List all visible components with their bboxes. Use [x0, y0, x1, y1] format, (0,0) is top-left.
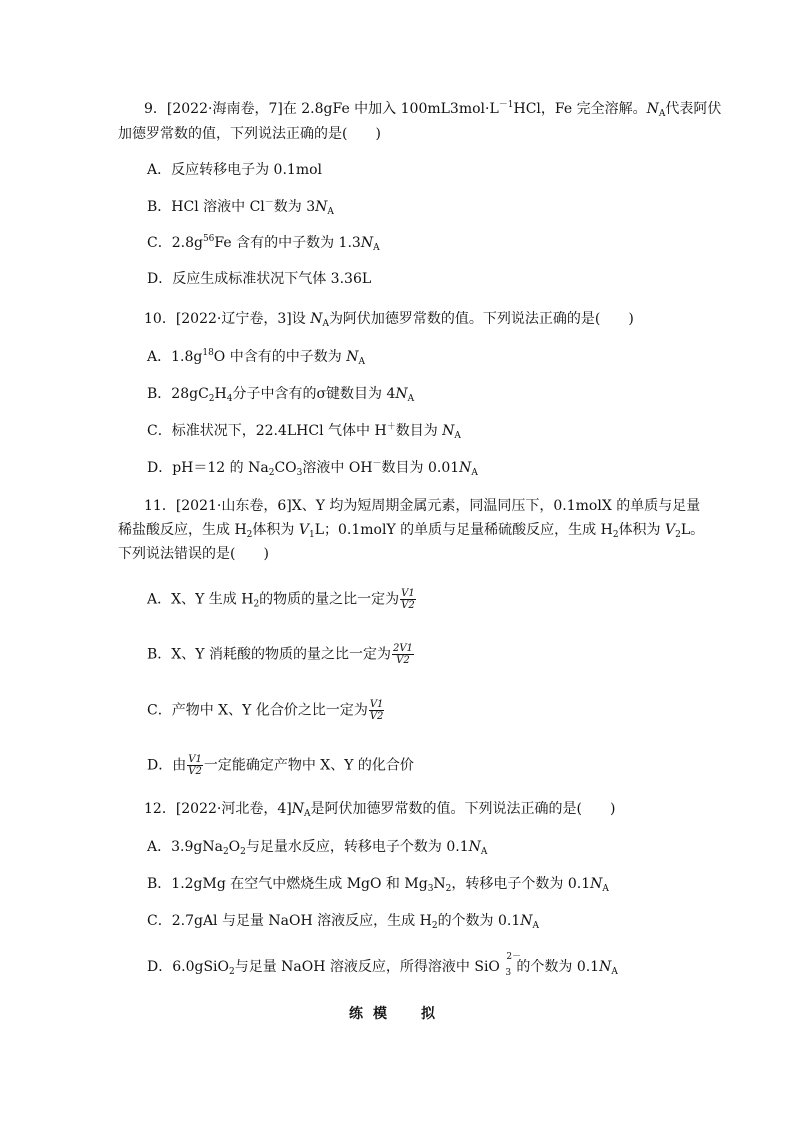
q11-option-c: C．产物中 X、Y 化合价之比一定为 $\frac{V1}{V2}$	[147, 699, 384, 722]
q9-option-a: A．反应转移电子为 0.1mol	[147, 162, 323, 178]
q11-option-b: B．X、Y 消耗酸的物质的量之比一定为 $\frac{2V1}{V2}$	[147, 643, 413, 666]
q12-option-c: C．2.7gAl 与足量 NaOH 溶液反应，生成 $H_2$的个数为 $0.1N_A$	[147, 913, 540, 931]
q11-option-a: A．X、Y 生成 $H_2$的物质的量之比一定为 $\frac{V1}{V2}$	[147, 588, 415, 611]
fraction: $\frac{V1}{V2}$	[188, 754, 202, 777]
q10-option-c: C．标准状况下，22.4LHCl 气体中 H＋数目为 $N_A$	[147, 422, 461, 441]
q12-option-b: B．1.2gMg 在空气中燃烧生成 MgO 和 $Mg_3N_2$，转移电子个数为 $0.1N_A$	[147, 876, 609, 894]
q9-stem-line2: 加德罗常数的值，下列说法正确的是( )	[118, 126, 381, 142]
q9-stem-line1: 9．[2022·海南卷，7]在 2.8gFe 中加入 $100mL3mol\cdot L^{-1}HCl$，Fe 完全溶解。$N_A$代表阿伏	[144, 100, 722, 119]
q11-stem-line3: 下列说法错误的是( )	[118, 546, 269, 562]
q10-option-b: B．$28gC_2H_4$分子中含有的σ键数目为 $4N_A$	[147, 386, 415, 404]
q12-option-a: A．$3.9gNa_2O_2$与足量水反应，转移电子个数为 $0.1N_A$	[147, 839, 488, 857]
fraction: $\frac{V1}{V2}$	[401, 588, 415, 611]
section-footer-title: 练模 拟	[349, 1006, 445, 1022]
fraction: $\frac{2V1}{V2}$	[392, 643, 413, 666]
q11-stem-line2: 稀盐酸反应，生成 $H_2$体积为 $V_1L$；0.1molY 的单质与足量稀硫酸反应，生成 $H_2$体积为 $V_2L$。	[118, 522, 705, 540]
q10-stem: 10．[2022·辽宁卷，3]设 $N_A$为阿伏加德罗常数的值。下列说法正确的是( )	[144, 311, 634, 329]
q12-option-d: D．6.0gSiO$_2$与足量 NaOH 溶液反应，所得溶液中 SiO 2－ 3 的个数为 $0.1N_A$	[147, 952, 618, 978]
q9-option-c: C．$2.8g^{56}Fe$ 含有的中子数为 $1.3N_A$	[147, 234, 380, 253]
q11-option-d: D．由 $\frac{V1}{V2}$ 一定能确定产物中 X、Y 的化合价	[147, 754, 414, 777]
q9-option-d: D．反应生成标准状况下气体 3.36L	[147, 271, 372, 287]
fraction: $\frac{V1}{V2}$	[369, 699, 384, 722]
q12-stem: 12．[2022·河北卷，$4]N_A$是阿伏加德罗常数的值。下列说法正确的是( )	[144, 801, 616, 819]
q10-option-d: D．pH＝12 的 $Na_2CO_3$溶液中 OH－数目为 $0.01N_A$	[147, 459, 478, 478]
ion-charge-stack: 2－ 3	[505, 952, 522, 978]
q11-stem-line1: 11．[2021·山东卷，6]X、Y 均为短周期金属元素，同温同压下，0.1molX 的单质与足量	[144, 498, 701, 514]
q10-option-a: A．$1.8g^{18}O$ 中含有的中子数为 $N_A$	[147, 348, 365, 367]
q9-option-b: B．HCl 溶液中 Cl－数为 $3N_A$	[147, 198, 334, 217]
